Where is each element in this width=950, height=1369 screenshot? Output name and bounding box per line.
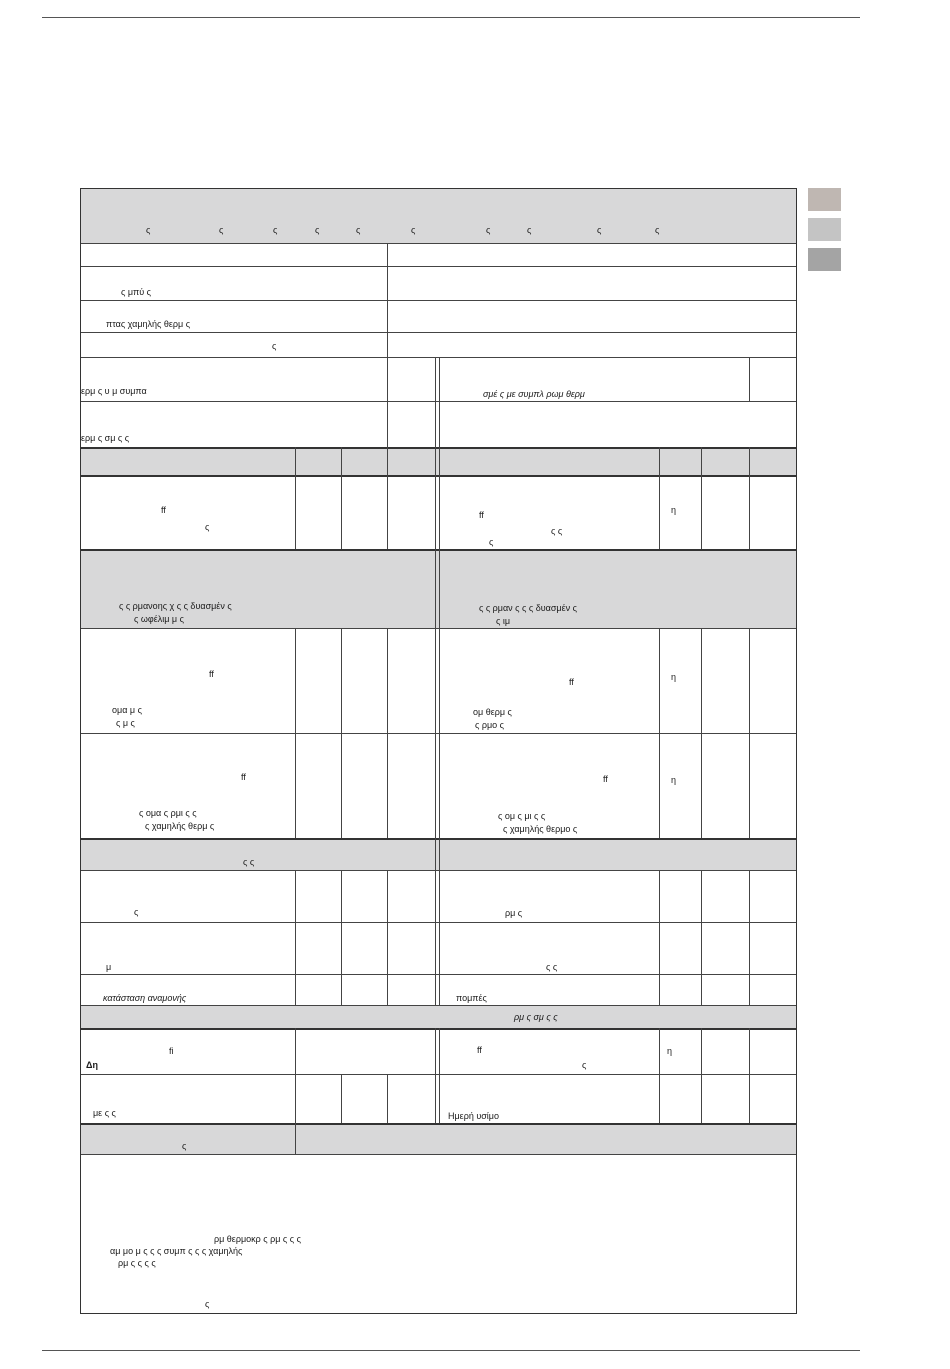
header-fragment: ς — [146, 225, 151, 235]
section-heading: ς — [182, 1141, 187, 1151]
section-heading: ς ιμ — [496, 616, 511, 626]
cell-text: μ — [106, 962, 112, 972]
section-band-5 — [81, 1124, 796, 1154]
cell-text: με ς ς — [93, 1108, 116, 1118]
row-label: ς μπύ ς — [121, 287, 151, 297]
emissions-label: πομπές — [456, 993, 487, 1003]
cell-text: ς — [134, 907, 139, 917]
cell-text: ff — [477, 1045, 482, 1055]
data-sheet-table — [80, 188, 797, 1314]
cell-text: ομα μ ς — [112, 705, 142, 715]
header-fragment: ς — [315, 225, 320, 235]
cell-text: ff — [209, 669, 214, 679]
cell-text: ς μ ς — [116, 718, 135, 728]
cell-text: ς — [205, 522, 210, 532]
cell-text: ς χαμηλής θερμ ς — [145, 821, 215, 831]
section-heading: ς ς ρμαν ς ς ς δυασμέν ς — [479, 603, 577, 613]
cell-text: ς — [489, 537, 494, 547]
side-tabs — [808, 188, 841, 278]
header-fragment: ς — [527, 225, 532, 235]
cell-text: ς ς — [551, 526, 563, 536]
row-label: ερμ ς υ μ συμπα — [81, 386, 147, 396]
note-text: ς — [205, 1299, 210, 1309]
cell-text: ς χαμηλής θερμο ς — [503, 824, 578, 834]
cell-text: ff — [603, 774, 608, 784]
row-label: ς — [272, 341, 277, 351]
cell-text: ομ θερμ ς — [473, 707, 512, 717]
cell-text: ff — [161, 505, 166, 515]
eta-symbol: η — [671, 775, 677, 785]
note-text: ρμ ς ς ς ς — [118, 1258, 156, 1268]
note-text: ρμ θερμοκρ ς ρμ ς ς ς — [214, 1234, 301, 1244]
cell-text: Ημερή υσίμο — [448, 1111, 499, 1121]
header-fragment: ς — [273, 225, 278, 235]
cell-text: ρμ ς — [505, 908, 523, 918]
header-band — [81, 189, 796, 243]
cell-text: ff — [241, 772, 246, 782]
eta-symbol: η — [671, 672, 677, 682]
cell-text: ς — [582, 1060, 587, 1070]
section-heading: ρμ ς σμ ς ς — [514, 1012, 558, 1022]
header-fragment: ς — [655, 225, 660, 235]
cell-text: ς ρμο ς — [475, 720, 504, 730]
cell-text: fi — [169, 1046, 174, 1056]
cell-text: ς ομ ς μι ς ς — [498, 811, 546, 821]
side-tab-3[interactable] — [808, 248, 841, 271]
eta-symbol: η — [671, 505, 677, 515]
section-heading: ς ς ρμανοης χ ς ς δυασμέν ς — [119, 601, 232, 611]
row-label: πτας χαμηλής θερμ ς — [106, 319, 191, 329]
side-tab-1[interactable] — [808, 188, 841, 211]
cell-text: ff — [479, 510, 484, 520]
section-heading: ς ς — [243, 857, 255, 867]
cell-text: ς ομα ς ρμι ς ς — [139, 808, 197, 818]
section-heading: ς ωφέλιμ μ ς — [134, 614, 184, 624]
header-fragment: ς — [486, 225, 491, 235]
note-text: αμ μο μ ς ς ς συμπ ς ς ς χαμηλής — [110, 1246, 243, 1256]
bottom-rule — [42, 1350, 860, 1351]
header-fragment: ς — [597, 225, 602, 235]
section-band-4 — [81, 1006, 796, 1028]
cell-text: ς ς — [546, 962, 558, 972]
cell-text: Δη — [86, 1060, 98, 1070]
cell-text: ff — [569, 677, 574, 687]
header-fragment: ς — [219, 225, 224, 235]
standby-label: κατάσταση αναμονής — [103, 993, 187, 1003]
row-label: ερμ ς σμ ς ς — [81, 433, 130, 443]
eta-symbol: η — [667, 1046, 673, 1056]
header-fragment: ς — [356, 225, 361, 235]
top-rule — [42, 17, 860, 18]
header-fragment: ς — [411, 225, 416, 235]
side-tab-2[interactable] — [808, 218, 841, 241]
row-label: σμέ ς με συμπλ ρωμ θερμ — [483, 389, 585, 399]
